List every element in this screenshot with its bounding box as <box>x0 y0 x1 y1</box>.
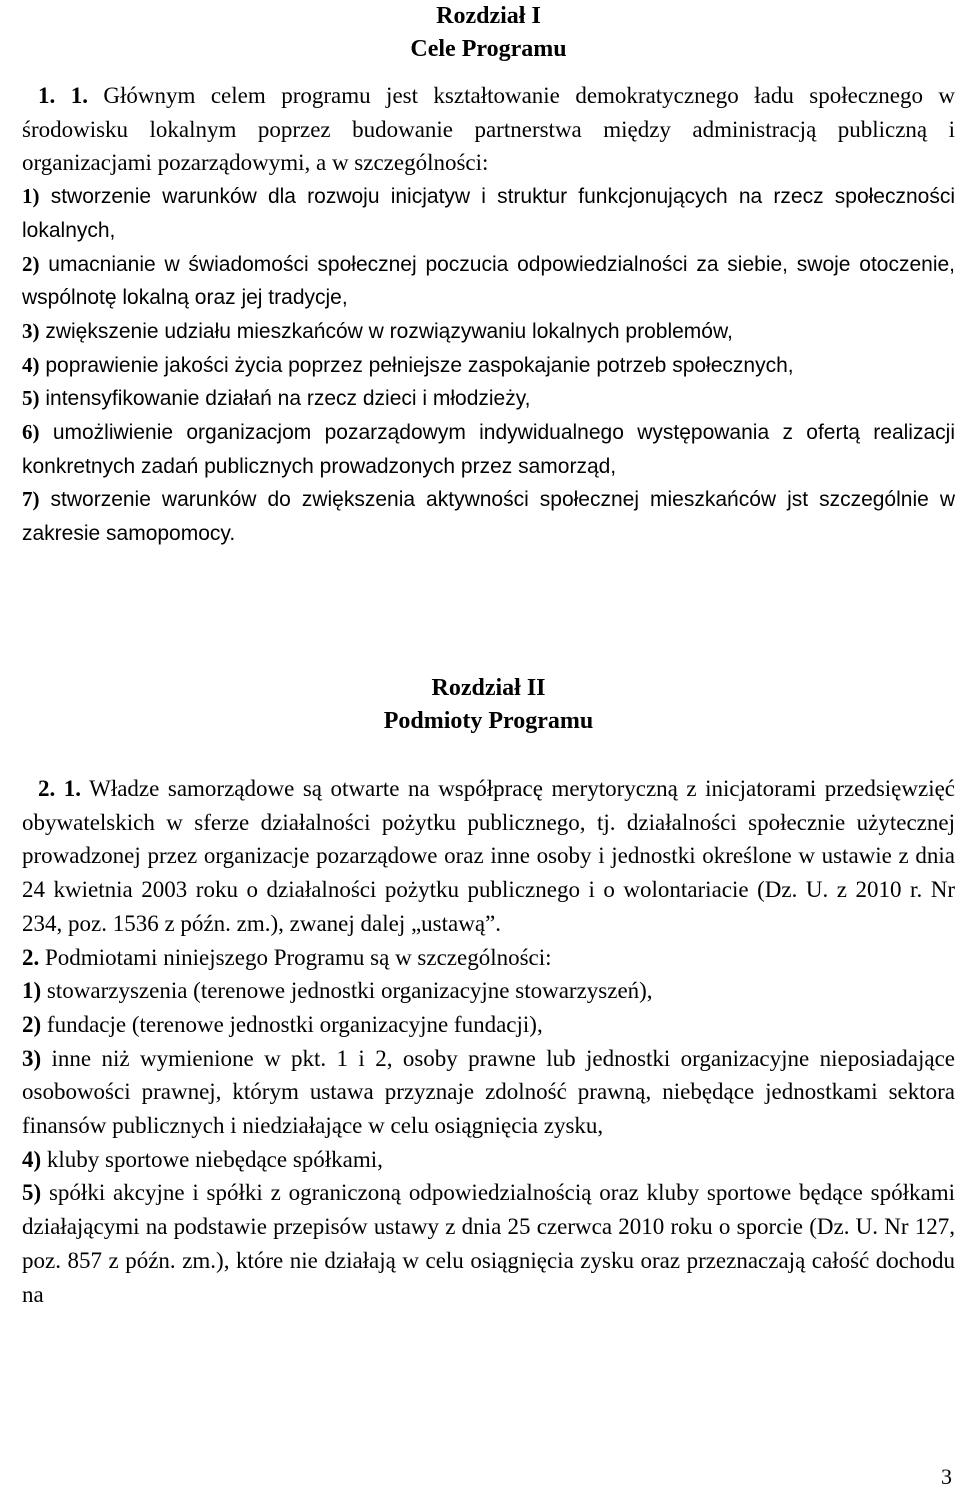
chapter-2-title: Rozdział II <box>431 675 546 701</box>
item-text: poprawienie jakości życia poprzez pełniejsze zaspokajanie potrzeb społecznych, <box>45 353 794 377</box>
chapter-1-paragraph-number: 1. 1. <box>38 83 88 108</box>
item-text: stworzenie warunków do zwiększenia aktywności społecznej mieszkańców jst szczególnie w zakresie samopomocy. <box>22 488 955 546</box>
list-item <box>22 180 955 247</box>
list-item <box>22 349 955 383</box>
item-text: stworzenie warunków dla rozwoju inicjatyw i struktur funkcjonujących na rzecz społeczności lokalnych, <box>22 185 955 242</box>
chapter-2 <box>22 672 955 738</box>
chapter-2-paragraph-1 <box>22 772 955 941</box>
item-text: inne niż wymienione w pkt. 1 i 2, osoby prawne lub jednostki organizacyjne nieposiadające osobowości prawnej, którym ustawa przyznaje zdolność prawną, niebędące jednostkami sektora finansów publicznych i niedziałające w celu osiągnięcia zysku, <box>22 1045 955 1139</box>
list-item <box>22 416 955 483</box>
item-number: 5) <box>22 1180 42 1206</box>
list-item <box>22 315 955 349</box>
page-number: 3 <box>941 1464 952 1489</box>
item-number: 3) <box>22 318 40 343</box>
item-number: 4) <box>22 352 40 377</box>
chapter-2-entities-list <box>22 974 955 1311</box>
list-item <box>22 1008 955 1042</box>
list-item <box>22 1042 955 1143</box>
chapter-1-goals-list <box>22 180 955 551</box>
item-number: 2) <box>22 251 40 276</box>
chapter-1-title: Rozdział I <box>436 3 541 29</box>
chapter-1-intro-text: Głównym celem programu jest kształtowanie demokratycznego ładu społecznego w środowisku lokalnym poprzez budowanie partnerstwa między administracją publiczną i organizacjami pozarządowymi, a w szczególności: <box>22 83 956 176</box>
item-number: 7) <box>22 487 40 512</box>
list-item <box>22 382 955 416</box>
chapter-2-body <box>22 772 955 1311</box>
item-number: 4) <box>22 1146 42 1172</box>
list-item <box>22 483 955 550</box>
item-text: umacnianie w świadomości społecznej poczucia odpowiedzialności za siebie, swoje otoczenie, wspólnotę lokalną oraz jej tradycje, <box>22 252 955 310</box>
chapter-1-subtitle: Cele Programu <box>410 36 567 62</box>
item-text: umożliwienie organizacjom pozarządowym indywidualnego występowania z ofertą realizacji konkretnych zadań publicznych prowadzonych przez samorząd, <box>22 421 955 478</box>
item-text: fundacje (terenowe jednostki organizacyjne fundacji), <box>46 1011 543 1037</box>
list-item <box>22 1143 955 1177</box>
chapter-2-paragraph-2-text: Podmiotami niniejszego Programu są w szczególności: <box>45 944 552 970</box>
chapter-1 <box>22 0 955 551</box>
list-item <box>22 974 955 1008</box>
item-number: 2) <box>22 1011 42 1037</box>
chapter-2-paragraph-1-text: Władze samorządowe są otwarte na współpracę merytoryczną z inicjatorami przedsięwzięć obywatelskich w sferze działalności pożytku publicznego, tj. działalności społecznie użytecznej prowadzonej przez organizacje pozarządowe oraz inne osoby i jednostki określone w ustawie z dnia 24 kwietnia 2003 roku o działalności pożytku publicznego i o wolontariacie (Dz. U. z 2010 r. Nr 234, poz. 1536 z późn. zm.), zwanej dalej „ustawą”. <box>22 776 955 936</box>
chapter-2-paragraph-2-number: 2. <box>22 944 40 970</box>
item-number: 3) <box>22 1045 42 1071</box>
chapter-2-subtitle: Podmioty Programu <box>383 708 594 734</box>
item-text: spółki akcyjne i spółki z ograniczoną odpowiedzialnością oraz kluby sportowe będące spółkami działającymi na podstawie przepisów ustawy z dnia 25 czerwca 2010 roku o sporcie (Dz. U. Nr 127, poz. 857 z późn. zm.), które nie działają w celu osiągnięcia zysku oraz przeznaczają całość dochodu na <box>22 1180 955 1307</box>
item-number: 1) <box>22 184 40 209</box>
item-text: intensyfikowanie działań na rzecz dzieci i młodzieży, <box>45 387 531 411</box>
item-text: kluby sportowe niebędące spółkami, <box>46 1146 383 1172</box>
list-item <box>22 248 955 315</box>
chapter-2-paragraph-2 <box>22 941 955 975</box>
item-number: 1) <box>22 978 42 1004</box>
item-number: 5) <box>22 386 40 411</box>
item-text: zwiększenie udziału mieszkańców w rozwiązywaniu lokalnych problemów, <box>45 319 733 343</box>
chapter-2-paragraph-1-number: 2. 1. <box>38 776 82 801</box>
item-number: 6) <box>22 420 40 445</box>
chapter-1-intro <box>22 79 955 180</box>
list-item <box>22 1176 955 1311</box>
item-text: stowarzyszenia (terenowe jednostki organizacyjne stowarzyszeń), <box>46 978 653 1004</box>
